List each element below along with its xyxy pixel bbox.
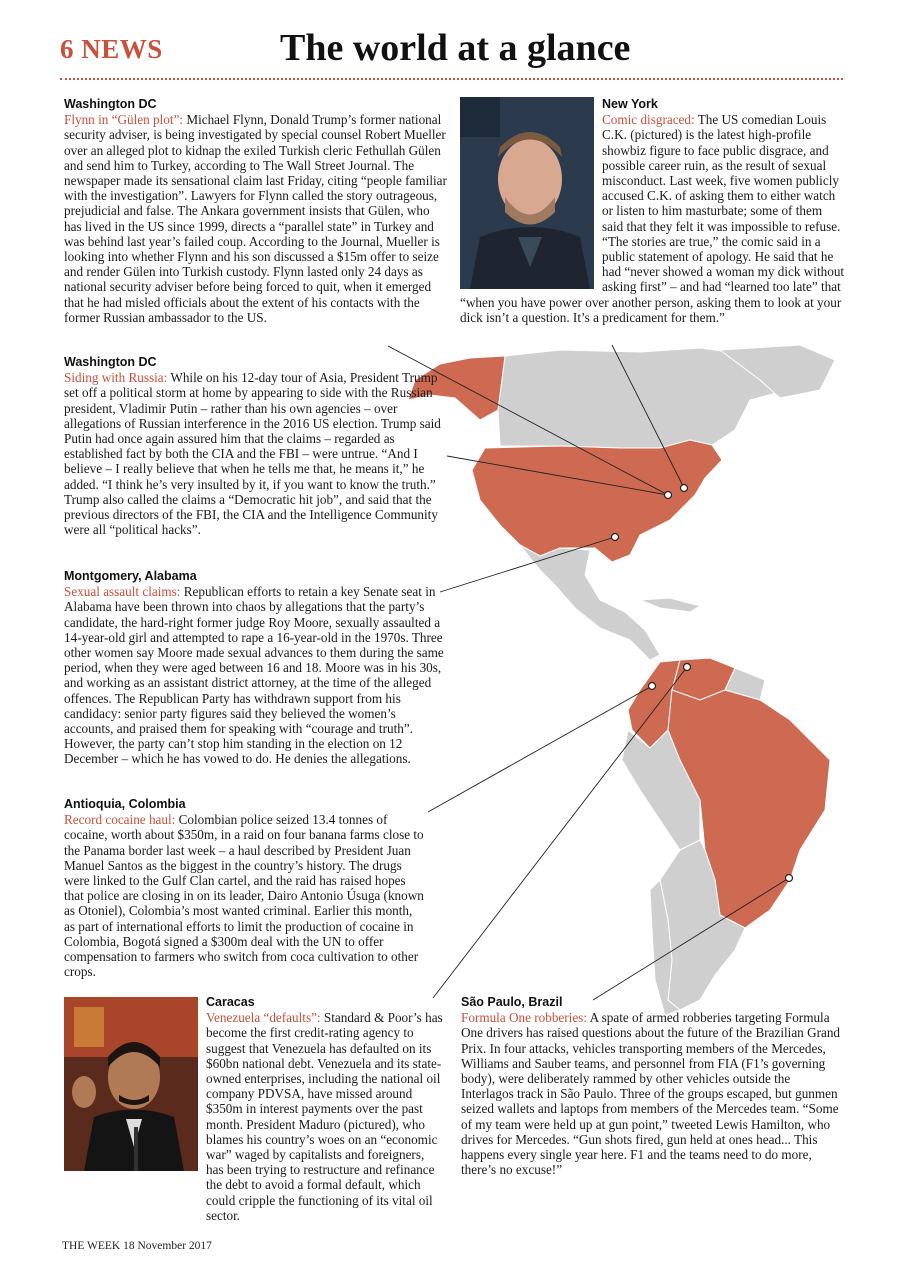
- story-body: Colombian police seized 13.4 tonnes of cocaine, worth about $350m, in a raid on four banana farms close to the Panama border last week – a haul described by President Juan Manuel Santos as the biggest in the country’s history. The drugs were linked to the Gulf Clan cartel, and the raid has raised hopes that police are closing in on its leader, Dairo Antonio Úsuga (known as Otoniel), Colombia’s most wanted criminal. Earlier this month, as part of international efforts to limit the production of cocaine in Colombia, Bogotá signed a $300m deal with the UN to offer compensation to farmers who switch from coca cultivation to other crops.: [64, 812, 424, 980]
- story-caracas: [206, 995, 444, 1223]
- story-location: São Paulo, Brazil: [461, 995, 563, 1009]
- maduro-photo: [64, 997, 198, 1171]
- story-newyork: [460, 97, 845, 325]
- story-body: Standard & Poor’s has become the first credit-rating agency to suggest that Venezuela has defaulted on its $60bn national debt. Venezuela and its state-owned enterprises, including the national oil company PDVSA, have missed around $350m in interest payments over the past month. President Maduro (pictured), who blames his country’s woes on an “economic war” waged by capitalists and foreigners, has been trying to restructure and refinance the debt to avoid a formal default, which could cripple the functioning of its vital oil sector.: [206, 1010, 443, 1223]
- map-mexico: [520, 545, 660, 660]
- story-location: Washington DC: [64, 355, 157, 369]
- story-body: While on his 12-day tour of Asia, President Trump set off a political storm at home by appearing to side with the Russian president, Vladimir Putin – rather than his own agencies – over allegations of Russian interference in the 2016 US election. Trump said Putin had once again assured him that the claims – regarded as established fact by both the CIA and the FBI – were untrue. “And I believe – I really believe that when he tells me that, he means it,” he added. “I think he’s very insulted by it, if you want to know the truth.” Trump also called the claims a “Democratic hit job”, and said that the previous directors of the FBI, the CIA and the Intelligence Community were all “political hacks”.: [64, 370, 441, 538]
- story-flynn: [64, 97, 448, 325]
- story-saopaulo: [461, 995, 845, 1177]
- story-headline: Venezuela “defaults”:: [206, 1010, 324, 1026]
- story-location: Washington DC: [64, 97, 157, 111]
- story-body: A spate of armed robberies targeting Formula One drivers has raised questions about the future of the Brazilian Grand Prix. In four attacks, vehicles transporting members of the Mercedes, Williams and Sauber teams, and personnel from FIA (F1’s governing body), were deliberately rammed by other vehicles outside the Interlagos track in São Paulo. Three of the groups escaped, but gunmen seized wallets and laptops from members of the Mercedes team. “Some of my team were held up at gun point,” tweeted Lewis Hamilton, who drives for Mercedes. “Gun shots fired, gun held at ones head... This happens every single year here. F1 and the teams need to do more, there’s no excuse!”: [461, 1010, 841, 1178]
- story-body: The US comedian Louis C.K. (pictured) is the latest high-profile showbiz figure to face public disgrace, and possible career ruin, as the result of sexual misconduct. Last week, five women publicly accused C.K. of asking them to either watch or listen to him masturbate; some of them said that they felt it was impossible to refuse. “The stories are true,” the comic said in a public statement of apology. He said that he had “never showed a woman my dick without asking first” – and had “learned too late” that “when you have power over another person, asking them to look at your dick isn’t a question. It’s a predicament for them.”: [460, 112, 845, 325]
- story-body: Michael Flynn, Donald Trump’s former national security adviser, is being investigated by special counsel Robert Mueller over an alleged plot to kidnap the exiled Turkish cleric Fethullah Gülen and send him to Turkey, according to The Wall Street Journal. The newspaper made its sensational claim last Friday, citing “people familiar with the investigation”. Lawyers for Flynn called the story outrageous, prejudicial and false. The Ankara government insists that Gülen, who has lived in the US since 1999, directs a “parallel state” in Turkey and was behind last year’s failed coup. According to the Journal, Mueller is looking into whether Flynn and his son discussed a $15m offer to seize and render Gülen into Turkish custody. Flynn lasted only 24 days as national security adviser before being forced to quit, when it emerged that he had misled officials about the extent of his contacts with the former Russian ambassador to the US.: [64, 112, 447, 325]
- story-headline: Formula One robberies:: [461, 1010, 590, 1026]
- map-caribbean: [640, 598, 700, 612]
- map-usa: [472, 440, 722, 562]
- story-alabama: [64, 569, 448, 767]
- story-headline: Record cocaine haul:: [64, 812, 179, 828]
- story-location: New York: [602, 97, 658, 111]
- story-headline: Siding with Russia:: [64, 370, 171, 386]
- story-headline: Sexual assault claims:: [64, 584, 184, 600]
- story-russia: [64, 355, 448, 537]
- page-number: 6: [60, 34, 74, 64]
- story-headline: Flynn in “Gülen plot”:: [64, 112, 187, 128]
- story-headline: Comic disgraced:: [602, 112, 698, 128]
- story-location: Montgomery, Alabama: [64, 569, 197, 583]
- story-location: Antioquia, Colombia: [64, 797, 186, 811]
- page-title: The world at a glance: [280, 27, 631, 69]
- story-body: Republican efforts to retain a key Senate seat in Alabama have been thrown into chaos by allegations that the party’s candidate, the hard-right former judge Roy Moore, sexually assaulted a 14-year-old girl and attempted to rape a 16-year-old in the 1970s. Three other women say Moore made sexual advances to them during the same period, when they were aged between 16 and 18. Moore was in his 30s, and working as an assistant district attorney, at the time of the alleged offences. The Republican Party has withdrawn support from his candidacy: senior party figures said they believed the women’s accounts, and praised them for speaking with “courage and truth”. However, the party can’t stop him standing in the election on 12 December – which he has vowed to do. He denies the allegations.: [64, 584, 444, 767]
- page-footer: THE WEEK 18 November 2017: [62, 1240, 212, 1252]
- maduro-portrait-image: [64, 997, 198, 1171]
- section-label: NEWS: [81, 34, 163, 64]
- story-colombia: [64, 797, 426, 979]
- story-location: Caracas: [206, 995, 255, 1009]
